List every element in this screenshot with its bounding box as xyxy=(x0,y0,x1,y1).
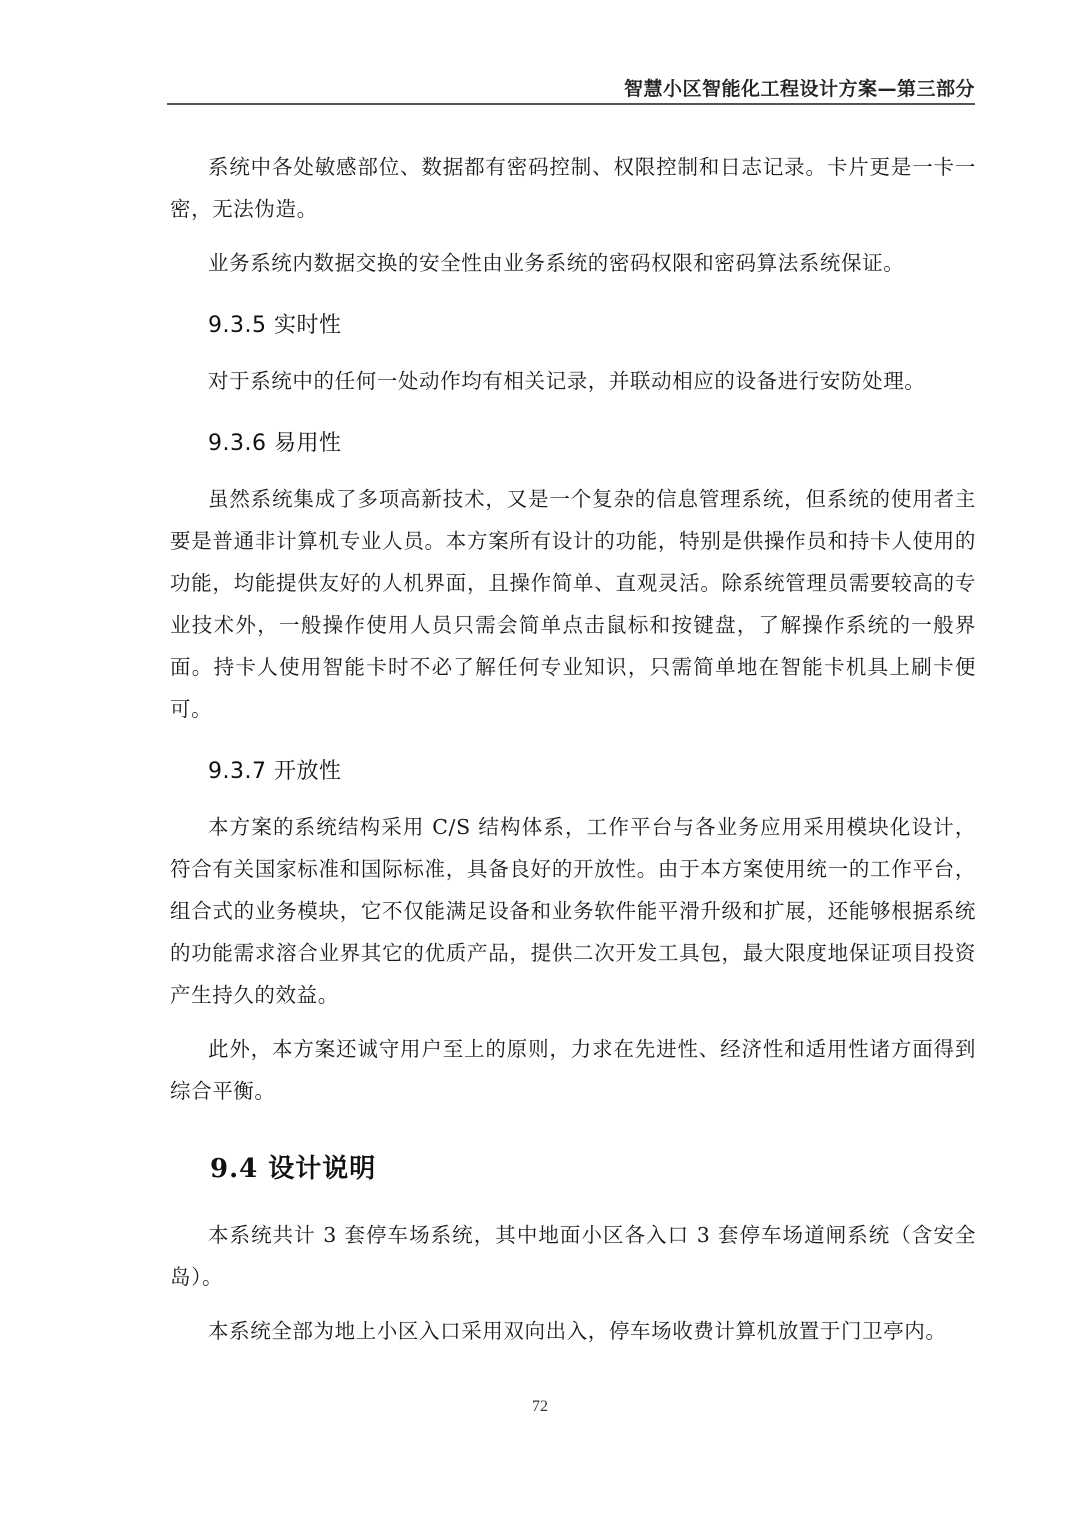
paragraph: 此外，本方案还诚守用户至上的原则，力求在先进性、经济性和适用性诸方面得到综合平衡。 xyxy=(170,1037,976,1103)
paragraph: 本系统共计 3 套停车场系统，其中地面小区各入口 3 套停车场道闸系统（含安全岛）。 xyxy=(170,1223,976,1289)
header-rule xyxy=(167,103,975,105)
running-header: 智慧小区智能化工程设计方案—第三部分 xyxy=(623,78,975,100)
paragraph: 本方案的系统结构采用 C/S 结构体系，工作平台与各业务应用采用模块化设计，符合有关国家标准和国际标准，具备良好的开放性。由于本方案使用统一的工作平台，组合式的业务模块，它不仅能满足设备和业务软件能平滑升级和扩展，还能够根据系统的功能需求溶合业界其它的优质产品，提供二次开发工具包，最大限度地保证项目投资产生持久的效益。 xyxy=(170,815,976,1007)
paragraph: 虽然系统集成了多项高新技术，又是一个复杂的信息管理系统，但系统的使用者主要是普通非计算机专业人员。本方案所有设计的功能，特别是供操作员和持卡人使用的功能，均能提供友好的人机界面，且操作简单、直观灵活。除系统管理员需要较高的专业技术外，一般操作使用人员只需会简单点击鼠标和按键盘，了解操作系统的一般界面。持卡人使用智能卡时不必了解任何专业知识，只需简单地在智能卡机具上刷卡便可。 xyxy=(170,487,976,721)
page-content xyxy=(170,146,976,1352)
paragraph: 本系统全部为地上小区入口采用双向出入，停车场收费计算机放置于门卫亭内。 xyxy=(208,1319,947,1343)
section-heading-9-3-6: 9.3.6 易用性 xyxy=(208,431,342,456)
page-number: 72 xyxy=(532,1398,548,1415)
section-heading-9-4: 9.4 设计说明 xyxy=(210,1154,377,1184)
section-heading-9-3-7: 9.3.7 开放性 xyxy=(208,759,342,784)
paragraph: 系统中各处敏感部位、数据都有密码控制、权限控制和日志记录。卡片更是一卡一密，无法伪造。 xyxy=(170,155,976,221)
paragraph: 业务系统内数据交换的安全性由业务系统的密码权限和密码算法系统保证。 xyxy=(208,251,905,275)
paragraph: 对于系统中的任何一处动作均有相关记录，并联动相应的设备进行安防处理。 xyxy=(208,369,926,393)
section-heading-9-3-5: 9.3.5 实时性 xyxy=(208,313,342,338)
